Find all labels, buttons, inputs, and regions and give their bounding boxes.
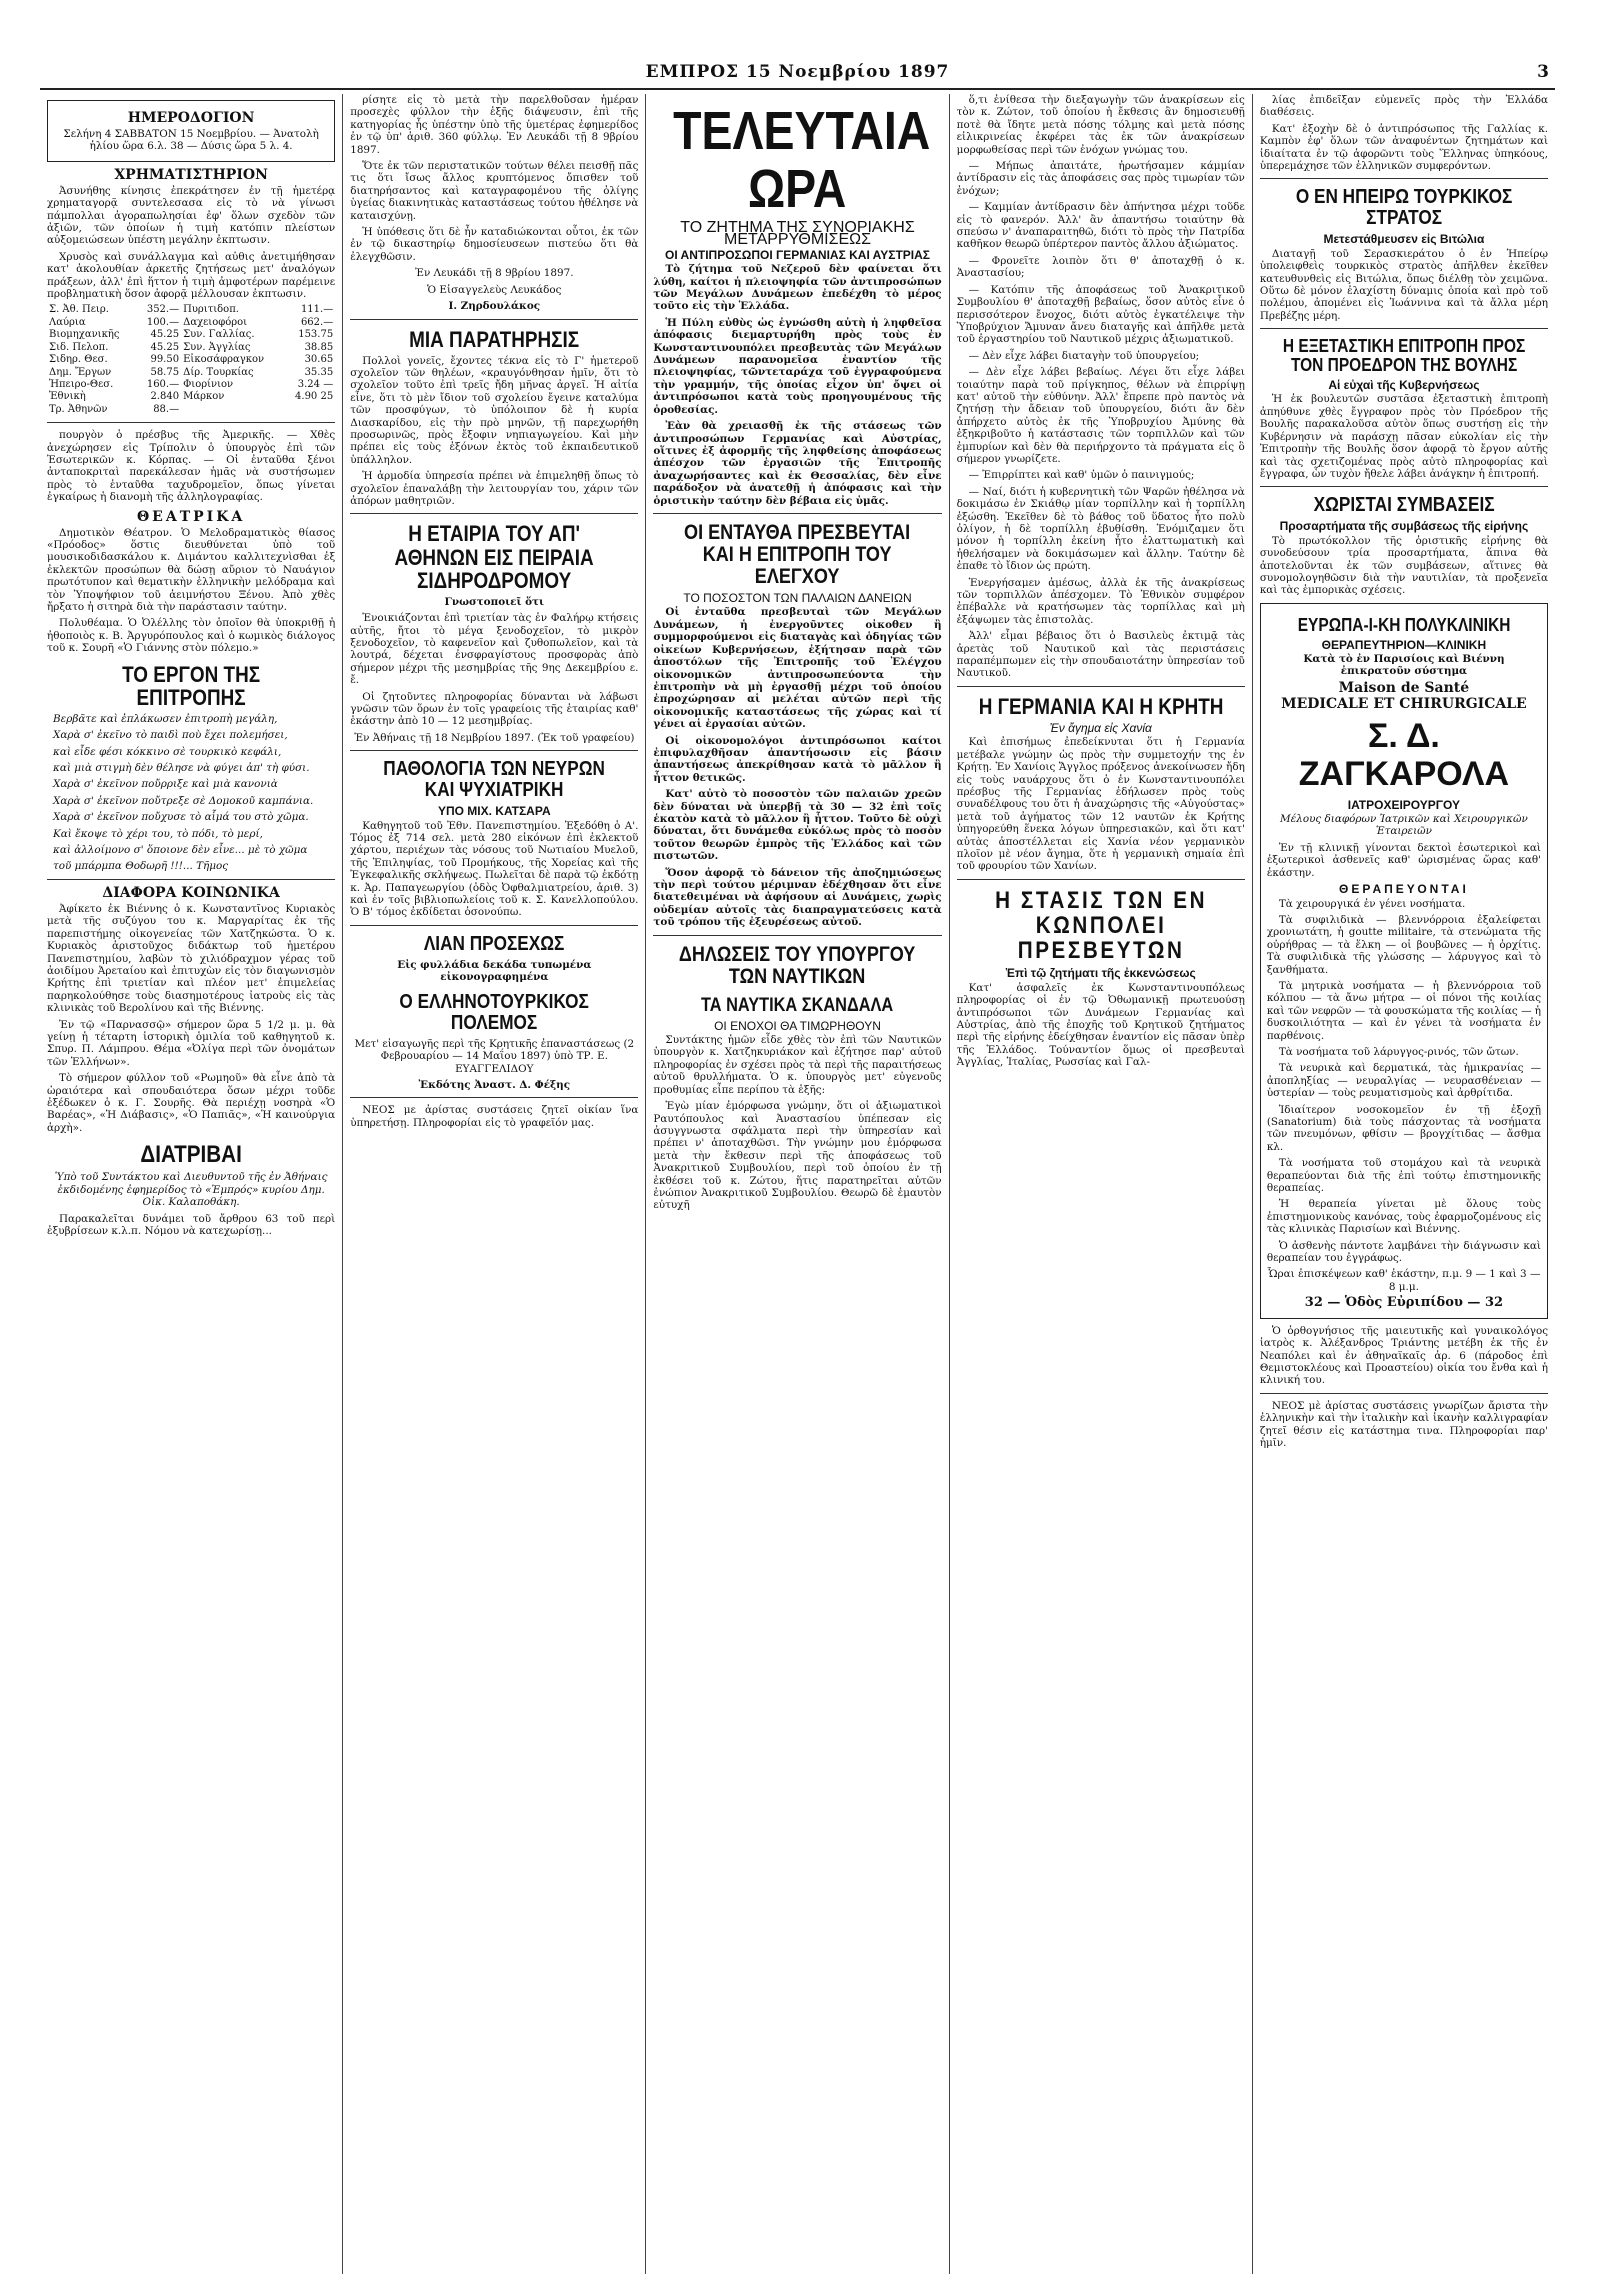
notice-2: ΝΕΟΣ μὲ ἀρίστας συστάσεις γνωρίζων ἄριστα τὴν ἑλληνικὴν καὶ τὴν ἰταλικὴν καὶ ἱκανὴν καλλιγραφίαν ζητεῖ θέσιν εἰς κατάστημα τινα. Πληροφορίαι παρ' ἡμῖν. bbox=[1259, 1399, 1549, 1449]
interview-p10: Ἐνεργήσαμεν ἀμέσως, ἀλλὰ ἐκ τῆς ἀνακρίσεως τῶν τορπιλλῶν ἀπέσχομεν. Τὸ Ἐθνικὸν συμφέρον ἐπέβαλλε νὰ κρατήσωμεν τὰς τορπίλλας καὶ μὴ ἐξάψωμεν τὰς ἐπιστολὰς. bbox=[956, 576, 1245, 626]
ad-list-item: Τὰ συφιλιδικὰ — βλεννόρροια ἐξαλείφεται χρονιωτάτη, ἡ goutte militaire, τὰ στενώματα τῆς οὐρήθρας — τὰ ἕλκη — οἱ βουβῶνες — ἡ ὀρχίτις. Τὰ συφιλιδικὰ τῆς γλώσσης — λάρυγγος καὶ τὸ ξανθήματα. bbox=[1266, 913, 1542, 976]
stock-name: Δημ. Ἔργων bbox=[49, 366, 112, 378]
notice-1: Ὁ ὀρθογνήσιος τῆς μαιευτικῆς καὶ γυναικολόγος ἰατρὸς κ. Ἀλέξανδρος Τριάντης μετέβη ἐκ τῆς ἐν Νεαπόλει καὶ ἐν ἀθηναϊκαῖς ἀρ. 6 (πάροδος ἐπὶ Θεμιστοκλέους καὶ Προαστείου) οἰκία του ἔνθα καὶ ἡ κλινική του. bbox=[1259, 1324, 1549, 1387]
article-p3: Ἐὰν θὰ χρειασθῇ ἐκ τῆς στάσεως τῶν ἀντιπροσώπων Γερμανίας καὶ Αὐστρίας, οἵτινες ἐξ ἀφορμῆς τῆς ληφθείσης ἀποφάσεως ἀπέσχον τῶν ἐργασιῶν τῆς Ἐπιτροπῆς ἀναχωρήσαντες καὶ ἐκ Θεσσαλίας, δὲν εἶνε παράδοξον νὰ ἀνατεθῇ ἡ ἀπόφασις καὶ τὴν ὁριστικὴν ταύτην δὲν βέβαια εἰς ὑμᾶς. bbox=[653, 420, 942, 507]
epirus-text: Διαταγῇ τοῦ Σερασκιεράτου ὁ ἐν Ἠπείρῳ ὑπολειφθεὶς τουρκικὸς στρατὸς ἀπῆλθεν ἐκεῖθεν κατευθυνθεὶς εἰς Βιτώλια, ὅπως διέλθῃ τὸν χειμῶνα. Οὕτω δὲ μόνον ἐλαχίστη δύναμις ὁποία καὶ πρὸ τοῦ πολέμου, ἀπομένει εἰς Ἰωάννινα καὶ τὰ ἄλλα μέρη Πρεβέζης μέρη. bbox=[1259, 247, 1549, 322]
ad-list-item: Τὰ νοσήματα τοῦ στομάχου καὶ τὰ νευρικὰ θεραπεύονται διὰ τῆς ἐπὶ τούτῳ ἐπιστημονικῆς θεραπείας. bbox=[1266, 1157, 1542, 1195]
divider bbox=[1260, 178, 1548, 179]
divider bbox=[1260, 1393, 1548, 1394]
column-3 bbox=[646, 94, 949, 2274]
declarations-sub-2: ΟΙ ΕΝΟΧΟΙ ΘΑ ΤΙΜΩΡΗΘΟΥΝ bbox=[714, 1018, 881, 1033]
stock-price bbox=[284, 404, 335, 416]
stock-name: Ἐθνικὴ bbox=[49, 391, 86, 403]
epirus-title: Ο ΕΝ ΗΠΕΙΡΩ ΤΟΥΡΚΙΚΟΣ ΣΤΡΑΤΟΣ bbox=[1295, 186, 1513, 230]
interview-p7: — Δὲν εἶχε λάβει βεβαίως. Λέγει ὅτι εἶχε λάβει τοιαύτην παρὰ τοῦ πρίγκηπος, θέλων νὰ ἐπιρρίψῃ κατ' αὐτοῦ τὴν εὐθύνην. Ἀλλ' ἔπρεπε πρὸ παντὸς νὰ ζητήσῃ τὴν ἄδειαν τοῦ ὑπουργείου, διότι ἂν δὲν ἀπήρχετο αὐτὸς ἐκ τῆς Ὑποβρυχίου Ἀμύνης θὰ ἐξηκριβοῦτο ἡ κατάστασις τῶν τορπιλλῶν καὶ τῶν ἐμπυρίων καὶ δὲν θὰ περιήρχοντο τὰ πράγματα εἰς ὃ σήμερον γνωρίζετε. bbox=[956, 366, 1245, 465]
stock-row bbox=[47, 317, 335, 329]
article-p2: Ἡ Πύλη εὐθὺς ὡς ἐγνώσθη αὐτὴ ἡ ληφθεῖσα ἀπόφασις διεμαρτυρήθη πρὸς τοὺς ἐν Κωνσταντινουπόλει πρεσβευτὰς τῶν Μεγάλων Δυνάμεων παρανομεῖσα ἐναντίον τῆς πλειοψηφίας, τῶντεταράχα τοῦ ἐγγραφούμενα τὴν γραμμήν, τῆς ὁποίας εἶχον ὑπ' ὄψει οἱ ἀντιπρόσωποι κατὰ τοὺς προηγουμένους τῆς ὁροθεσίας. bbox=[653, 316, 942, 416]
subtitle-2: ΟΙ ΕΝΤΑΥΘΑ ΠΡΕΣΒΕΥΤΑΙ ΚΑΙ Η ΕΠΙΤΡΟΠΗ ΤΟΥ ΕΛΕΓΧΟΥ bbox=[684, 520, 911, 589]
divider bbox=[957, 879, 1245, 880]
stock-name: Λαύρια bbox=[49, 316, 86, 328]
poem-line: Βερβᾶτε καὶ ἐπλάκωσεν ἐπιτροπὴ μεγάλη, bbox=[53, 712, 278, 725]
stock-name: Συν. Γαλλίας. bbox=[183, 329, 255, 341]
stock-name: Μάρκον bbox=[183, 391, 225, 403]
almanac-box bbox=[47, 100, 335, 162]
divider bbox=[350, 1097, 638, 1098]
interview-p11: Ἀλλ' εἶμαι βέβαιος ὅτι ὁ Βασιλεὺς ἐκτιμᾷ τὰς ἀρετὰς τοῦ Ναυτικοῦ καὶ τὰς περιστάσεις παραπέμπωμεν εἰς τὴν σπουδαιοτάτην ὑπηρεσίαν τοῦ Ναυτικοῦ. bbox=[956, 630, 1245, 680]
interview-p3: — Καμμίαν ἀντίδρασιν δὲν ἀπήντησα μέχρι τοῦδε εἰς τὸ φανερόν. Ἀλλ' ἂν ἀπαντήσω τοιαύτην θὰ σπεύσω ν' ἀναπαραιτηθῶ, διότι τὸ πρὸς τὴν Πατρίδα καθῆκον θεωρῶ ὑπέρτερον παντὸς ἄλλου ἀξιώματος. bbox=[956, 201, 1245, 251]
newspaper-title: ΕΜΠΡΟΣ 15 Νοεμβρίου 1897 bbox=[645, 62, 950, 82]
ad-line-3: MEDICALE ET CHIRURGICALE bbox=[1281, 696, 1527, 713]
peace-text: Τὸ πρωτόκολλον τῆς ὁριστικῆς εἰρήνης θὰ συνοδεύσουν τρία προσαρτήματα, ἅπινα θὰ ἀποτελοῦνται ἐκ τῶν συμβάσεων, αἵτινες θὰ συνομολογηθῶσιν διὰ τὴν ναυτιλίαν, τὰ προξενεῖα καὶ τὰς ἐμπορικὰς σχέσεις. bbox=[1259, 534, 1549, 597]
attention-sub: Εἰς φυλλάδια δεκάδα τυπωμένα εἰκονογραφημένα bbox=[397, 958, 592, 984]
rail-text: Ἐνοικιάζονται ἐπὶ τριετίαν τὰς ἐν Φαλήρῳ κτήσεις αὐτῆς, ἤτοι τὸ μέγα ξενοδοχεῖον, τὸ μικρὸν ξενοδοχεῖον, τὸ καφενεῖον καὶ ζυθοπωλεῖον, καὶ τὰ λουτρά, δέχεται ἐνσφραγίστους προσφορὰς ἀπὸ σήμερον μέχρι τῆς μεσημβρίας τῆς 9ης Δεκεμβρίου ε. ἔ. bbox=[350, 612, 639, 687]
ad-address: 32 — Ὁδὸς Εὐριπίδου — 32 bbox=[1304, 1295, 1504, 1311]
situation-title: Η ΣΤΑΣΙΣ ΤΩΝ ΕΝ ΚΩΝΠΟΛΕΙ ΠΡΕΣΒΕΥΤΩΝ bbox=[994, 886, 1207, 965]
ad-text: Ἐν τῇ κλινικῇ γίνονται δεκτοὶ ἐσωτερικοὶ καὶ ἐξωτερικοὶ ἀσθενεῖς καθ' ὡρισμένας ὥρας καθ' ἑκάστην. bbox=[1266, 841, 1542, 879]
theatre-text: Δημοτικὸν Θέατρον. Ὁ Μελοδραματικὸς θίασος «Πρόοδος» ὅστις διευθύνεται ὑπὸ τοῦ μουσικοδιδασκάλου κ. Διμάντου καλλιτεχνὶσθαι ἐξ ἐκλεκτῶν προσώπων θὰ δώσῃ αὔριον τὸ Ναυάγιον πρωτότυπον καὶ θεματικὴν ἑλληνικὴν μελόδραμα καὶ τὸν Ὑποψήφιον τοῦ ἀειμνήστου Ξένου. Ἀπὸ χθὲς ἤρξατο ἡ σιτηρὰ διὰ τὴν παράστασιν ταύτην. bbox=[47, 526, 336, 613]
col5-p2: Κατ' ἐξοχὴν δὲ ὁ ἀντιπρόσωπος τῆς Γαλλίας κ. Καμπὸν ἐφ' ὅλων τῶν ἀναφυέντων ζητημάτων καὶ ἰδιαίτατα ἐν τῷ ἀφορῶντι τοὺς Ἕλληνας ὑπηκόους, ὑπερεμάχησε τῶν ἑλληνικῶν συμφερόντων. bbox=[1259, 122, 1549, 173]
peace-sub: Προσαρτήματα τῆς συμβάσεως τῆς εἰρήνης bbox=[1279, 519, 1529, 534]
stock-row bbox=[47, 304, 335, 316]
poem-line: Χαρὰ σ' ἐκεῖνο τὸ παιδὶ ποὺ ἔχει πολεμήσει, bbox=[53, 729, 288, 742]
divider bbox=[350, 925, 638, 926]
stock-price: 662.— bbox=[300, 316, 334, 328]
ad-member: Μέλους διαφόρων Ἰατρικῶν καὶ Χειρουργικῶν Ἑταιρειῶν bbox=[1280, 813, 1528, 838]
poem bbox=[47, 713, 335, 873]
stock-price: 30.65 bbox=[304, 354, 334, 366]
subtitle-1: ΟΙ ΑΝΤΙΠΡΟΣΩΠΟΙ ΓΕΡΜΑΝΙΑΣ ΚΑΙ ΑΥΣΤΡΙΑΣ bbox=[665, 247, 931, 262]
divider bbox=[653, 935, 941, 936]
situation-text: Κατ' ἀσφαλεῖς ἐκ Κωνσταντινουπόλεως πληροφορίας οἱ ἐν τῷ Ὀθωμανικῇ πρωτευούσῃ ἀντιπρόσωποι τῶν Δυνάμεων Γερμανίας καὶ Αὐστρίας, ἀπὸ τῆς ἐποχῆς τοῦ Κρητικοῦ ζητήματος περὶ τῆς εἰρήνης ἐδείχθησαν ἐναντίον εἰς πᾶσαν ὑπὲρ τῆς Ἑλλάδος. Τούναντίον ὅμως οἱ πρεσβευταὶ Ἀγγλίας, Ἰταλίας, Ρωσσίας καὶ Γαλ- bbox=[956, 981, 1245, 1069]
exam-text: Ἡ ἐκ βουλευτῶν συστᾶσα ἐξεταστικὴ ἐπιτροπὴ ἀπηύθυνε χθὲς ἔγγραφον πρὸς τὸν Πρόεδρον τῆς Βουλῆς παρακαλοῦσα αὐτὸν ὅπως συστήσῃ εἰς τὴν Κυβέρνησιν νὰ παράσχῃ πᾶσαν εὐκολίαν εἰς τὴν Ἐπιτροπὴν τῆς Βουλῆς ὅσον ἀφορᾷ τὸ ἔργον αὐτῆς καὶ τὰς σχετιζομένας πρὸς αὐτὸ πληροφορίας καὶ ἔγγραφα, ὧν τυχὸν ἤθελε λάβει ἀνάγκην ἡ ἐπιτροπή. bbox=[1259, 393, 1549, 480]
germany-sub: Ἐν ἄγημα εἰς Χανία bbox=[1049, 720, 1152, 735]
stock-row bbox=[47, 367, 335, 379]
exam-title: Η ΕΞΕΤΑΣΤΙΚΗ ΕΠΙΤΡΟΠΗ ΠΡΟΣ ΤΟΝ ΠΡΟΕΔΡΟΝ ΤΗΣ ΒΟΥΛΗΣ bbox=[1282, 336, 1526, 376]
ad-list bbox=[1267, 898, 1541, 1265]
interview-p2: — Μήπως ἀπαιτάτε, ἠρωτήσαμεν κάμμίαν ἀντίδρασιν εἰς τὰς ἀποφάσεις σας πρὸς τιμωρίαν τῶν ἐνόχων; bbox=[956, 160, 1245, 197]
poem-title: ΤΟ ΕΡΓΟΝ ΤΗΣ ΕΠΙΤΡΟΠΗΣ bbox=[122, 661, 261, 710]
stock-row bbox=[47, 354, 335, 366]
lead-text-2: Ὅτε ἐκ τῶν περιστατικῶν τούτων θέλει πεισθῇ πᾶς τις ὅτι ἴσως ἄλλος κρυπτόμενος ὄπισθεν τοῦ διατηρήσαντος καὶ καταγραφομένου τῆς ὀλίγης ὑγείας διακινητικὰς καταστάσεως τούτου ἠθέλησε νὰ καταισχύνῃ. bbox=[350, 160, 639, 222]
exam-sub: Αἱ εὐχαὶ τῆς Κυβερνήσεως bbox=[1328, 378, 1480, 393]
stock-name bbox=[181, 404, 284, 416]
misc-title: ΔΙΑΦΟΡΑ ΚΟΙΝΩΝΙΚΑ bbox=[102, 884, 280, 901]
stock-name: Πυριτιδοπ. bbox=[183, 304, 239, 316]
ad-list-item: Τὰ χειρουργικά ἐν γένει νοσήματα. bbox=[1278, 897, 1466, 910]
poem-line: Χαρὰ σ' ἐκεῖνον ποὔρριξε καὶ μιὰ κανονιὰ bbox=[53, 778, 278, 791]
col5-p1: λίας ἐπιδεῖξαν εὐμενεῖς πρὸς τὴν Ἑλλάδα διαθέσεις. bbox=[1259, 94, 1549, 119]
stock-name: Συν. Ἀγγλίας bbox=[183, 341, 251, 353]
misc-text: Ἀφίκετο ἐκ Βιέννης ὁ κ. Κωνσταντῖνος Κυριακὸς μετὰ τῆς συζύγου του κ. Μαργαρίτας ἐκ τῆς παρεπιστήμης οἰκογενείας τῶν Χατζηκώστα. Ὁ κ. Κυριακὸς ἀριστοῦχος διδάκτωρ τοῦ ἡμετέρου Πανεπιστημίου, λαβὼν τὸ χιλιόδραχμον γέρας τοῦ ἀοιδίμου Ἀρεταίου καὶ ἐπιτυχὼν εἰς τὸν διαγωνισμὸν Κρήτης ἐπὶ τριετίαν καὶ πλέον μετ' ἐπιμελείας παρηκολούθησε τοὺς διασημοτέρους ἰατροὺς εἰς τὰς κλινικὰς τοῦ Βερολίνου καὶ τῆς Βιέννης. bbox=[47, 902, 336, 1015]
stock-price: 99.50 bbox=[150, 354, 180, 366]
ad-name: Σ. Δ. ΖΑΓΚΑΡΟΛΑ bbox=[1298, 716, 1510, 793]
stock-price: 88.— bbox=[153, 403, 180, 415]
stock-row bbox=[47, 329, 335, 341]
column-5 bbox=[1253, 94, 1555, 2274]
stock-name: Ἠπειρο-Θεσ. bbox=[49, 378, 114, 390]
finance-title: ΧΡΗΜΑΤΙΣΤΗΡΙΟΝ bbox=[114, 166, 268, 183]
rail-date: Ἐν Ἀθήναις τῇ 18 Νεμβρίου 1897. (Ἐκ τοῦ γραφείου) bbox=[354, 731, 635, 744]
page-columns bbox=[40, 94, 1555, 2274]
germany-text: Καὶ ἐπισήμως ἐπεδείκνυται ὅτι ἡ Γερμανία μετέβαλε γνώμην ὡς πρὸς τὴν συμμετοχήν της ἐν Κρήτῃ. Ἐν Χανίοις Ἄγγλος πρόξενος ἀνεκοίνωσεν ἤδη εἰς τοὺς ναυάρχους ὅτι ὁ ἐν Κωνσταντινουπόλει πρέσβυς τῆς Γερμανίας ἐδήλωσεν πρὸς τοὺς συναδέλφους του ὅτι ἡ ἀναχώρησις τῆς «Αὐγούστας» μετὰ τοῦ ἀγήματος τῶν 12 ναυτῶν ἐκ Κρήτης ὑπηγορεύθη ἕνεκα λόγων ὑπηρεσιακῶν, καὶ ὅτι κατ' αὐτὰς ἀποστέλλεται εἰς Χανία νέον γερμανικὸν πλοῖον μὲ νέον ἄγημα, ὅτε ἡ γερμανικὴ σημαία ἐπὶ τοῦ φρουρίου τῶν Χανίων. bbox=[956, 736, 1245, 873]
poem-line: Χαρὰ σ' ἐκεῖνον ποὔτρεξε σὲ Δομοκοῦ καμπάνια. bbox=[53, 794, 314, 807]
peace-title: ΧΩΡΙΣΤΑΙ ΣΥΜΒΑΣΕΙΣ bbox=[1313, 494, 1495, 517]
divider bbox=[653, 513, 941, 514]
stock-name: Σιδ. Πελοπ. bbox=[49, 341, 109, 353]
stock-table bbox=[47, 304, 335, 416]
rail-text-2: Οἱ ζητοῦντες πληροφορίας δύνανται νὰ λάβωσι γνῶσιν τῶν ὅρων ἐν τοῖς γραφείοις τῆς ἑταιρίας καθ' ἑκάστην ἀπὸ 10 — 12 μεσημβρίας. bbox=[350, 690, 639, 728]
interview-p9: — Ναί, διότι ἡ κυβερνητικὴ τῶν Ψαρῶν ἠθέλησα νὰ δοκιμάσω ἐν Σκιάθῳ μίαν τορπίλλην καὶ ἡ τορπίλλη ἐξώσθη. Ἐκεῖθεν δὲ τὸ βάθος τοῦ ὕδατος ἧτο πολὺ ὀλίγον, ἡ δὲ τορπίλλη ἐβυθίσθη. Ἐνόμιζαμεν ὅτι μόνον ἡ τορπίλλη ἐκείνη ἦτο ἐλαττωματικὴ καὶ ἠθελήσαμεν νὰ δοκιμάσωμεν καὶ ἄλλην. Ταύτην δὲ ἐπαθε τὸ ἴδιον ὡς πρώτη. bbox=[956, 485, 1245, 573]
diatribe-text: Ὑπὸ τοῦ Συντάκτου καὶ Διευθυντοῦ τῆς ἐν Ἀθήναις ἐκδιδομένης ἐφημερίδος τὸ «Ἐμπρός» κυρίου Δημ. Οἰκ. Καλαποθάκη. bbox=[54, 1171, 328, 1209]
stock-name: Δαχειοφόροι bbox=[183, 316, 248, 328]
finance-text-2: Χρυσὸς καὶ συνάλλαγμα καὶ αὐθις ἀνετιμήθησαν κατ' ἀκολουθίαν ἀρκετῆς ζητήσεως μετ' ἀναλόγων πράξεων, ἀλλ' ἐπὶ ἥττον ἡ τιμὴ ἀμφοτέρων παρέμεινε προβληματικὴ ὅσον ἀφορᾷ μέλλουσαν ἐκπτωσιν. bbox=[47, 250, 336, 301]
ad-line-2: Maison de Santé bbox=[1338, 679, 1470, 696]
rail-title: Η ΕΤΑΙΡΙΑ ΤΟΥ ΑΠ' ΑΘΗΝΩΝ ΕΙΣ ΠΕΙΡΑΙΑ ΣΙΔΗΡΟΔΡΟΜΟΥ bbox=[394, 521, 594, 593]
war-publisher: Ἐκδότης Ἀναστ. Δ. Φέξης bbox=[418, 1078, 571, 1091]
stock-name: Βιομηχανικῆς bbox=[49, 329, 120, 341]
stock-price: 352.— bbox=[146, 304, 180, 316]
stock-row bbox=[47, 391, 335, 403]
declarations-sub: ΤΑ ΝΑΥΤΙΚΑ ΣΚΑΝΔΑΛΑ bbox=[701, 994, 894, 1016]
signoff-date: Ἐν Λευκάδι τῇ 8 9βρίου 1897. bbox=[415, 267, 574, 280]
article-p7: Ὅσον ἀφορᾷ τὸ δάνειον τῆς ἀποζημιώσεως τὴν περὶ τούτου μέριμναν ἐδέχθησαν ὅτι εἶνε διατεθειμέναι νὰ ἀφήσουν αἱ Δυνάμεις, χωρὶς οὐδεμίαν αὐτοῖς τὰς διαπραγματεύσεις κατὰ τοῦ τρόπου τῆς ἐξευρέσεως αὐτοῦ. bbox=[653, 866, 942, 929]
masthead bbox=[40, 62, 1555, 90]
stock-name: Σιδηρ. Θεσ. bbox=[49, 354, 108, 366]
misc-text-2: Ἐν τῷ «Παρνασσῷ» σήμερον ὥρα 5 1/2 μ. μ. θὰ γείνῃ ἡ τέταρτη ἱστορικὴ ὁμιλία τοῦ καθηγητοῦ κ. Σπυρ. Π. Λάμπρου. Θέμα «Ὀλίγα περὶ τῶν ὀνομάτων τῶν Ἑλλήνων». bbox=[47, 1018, 336, 1068]
ad-role: ΙΑΤΡΟΧΕΙΡΟΥΡΓΟΥ bbox=[1347, 797, 1461, 812]
divider bbox=[350, 319, 638, 320]
stock-price: 35.35 bbox=[304, 366, 334, 378]
lead-text-3: Ἡ ὑπόθεσις ὅτι δὲ ἦν καταδιώκονται οὗτοι, ἐκ τῶν ἐν τῷ δικαστηρίῳ δημοσίευσεων πιστεύω ὅτι θὰ ἐλεγχθῶσιν. bbox=[350, 226, 639, 263]
stock-name: Τρ. Ἀθηνῶν bbox=[49, 403, 108, 415]
ad-list-item: Τὰ νοσήματα τοῦ λάρυγγος-ρινός, τῶν ὤτων. bbox=[1278, 1045, 1519, 1058]
war-text: Μετ' εἰσαγωγῆς περὶ τῆς Κρητικῆς ἐπαναστάσεως (2 Φεβρουαρίου — 14 Μαΐου 1897) ὑπὸ ΤΡ. Ε. ΕΥΑΓΓΕΛΙΔΟΥ bbox=[354, 1037, 635, 1075]
lead-text: ρίσητε εἰς τὸ μετὰ τὴν παρελθοῦσαν ἡμέραν προσεχὲς φύλλον τὴν ἑξῆς διάψευσιν, ἐπὶ τῆς κατηγορίας ἧς ὑπέστην ὑπὸ τῆς ὑμετέρας ἐφημερίδος ἐν τῷ ὑπ' ἀριθ. 360 φύλλῳ. Ἐν Λευκάδι τῇ 8 9βρίου 1897. bbox=[350, 94, 639, 156]
stock-row bbox=[47, 379, 335, 391]
almanac-text: Σελήνη 4 ΣΑΒΒΑΤΟΝ 15 Νοεμβρίου. — Ἀνατολὴ ἡλίου ὥρα 6.λ. 38 — Δύσις ὥρα 5 λ. 4. bbox=[63, 128, 319, 153]
article-p4: Οἱ ἐνταῦθα πρεσβευταὶ τῶν Μεγάλων Δυνάμεων, ἡ ἐνεργοῦντες οἰκοθεν ἢ συμμορφούμενοι εἰς διαταγὰς καὶ ὁδηγίας τῶν οἰκείων Κυβερνήσεων, ἐξήτησαν παρὰ τῶν ἀποστόλων τῆς Ἐπιτροπῆς τοῦ Ἐλέγχου οἰκονομικῶν ἀντιπροσωπεύοντα τὴν ἐπιτροπὴν νὰ μὴ ἐργασθῇ μέχρι τοῦ ὁποίου ἐπροχώρησαν αἱ μελέται αὐτῶν περὶ τῆς οἰκονομικῆς καταστάσεως τῆς χώρας καὶ τί γένει αἱ ἐργασίαι αὐτῶν. bbox=[653, 606, 942, 731]
section-title: ΤΟ ΖΗΤΗΜΑ ΤΗΣ ΣΥΝΟΡΙΑΚΗΣ ΜΕΤΑΡΡΥΘΜΙΣΕΩΣ bbox=[680, 219, 915, 249]
column-4 bbox=[950, 94, 1253, 2274]
ad-list-item: Τὰ μητρικὰ νοσήματα — ἡ βλεννόρροια τοῦ κόλπου — τὰ ἄνω μήτρα — οἱ πόνοι τῆς κοιλίας καὶ τῶν νεφρῶν — τὰ φουσκώματα τῆς κοιλίας — ἡ δυσκοιλιότητα — καὶ ἐν γένει τὰ νοσήματα ἐν παρθένοις. bbox=[1266, 979, 1542, 1042]
ad-list-item: Ἡ θεραπεία γίνεται μὲ ὅλους τοὺς ἐπιστημονικοὺς κανόνας, τοὺς ἐφαρμοζομένους εἰς τὰς κλινικὰς Παρισίων καὶ Βιέννης. bbox=[1266, 1198, 1542, 1236]
ad-list-item: Ὁ ἀσθενὴς πάντοτε λαμβάνει τὴν διάγνωσιν καὶ θεραπείαν του ἐγγράφως. bbox=[1266, 1239, 1542, 1265]
stock-row bbox=[47, 404, 335, 416]
signoff-role: Ὁ Εἰσαγγελεὺς Λευκάδος bbox=[427, 283, 562, 296]
note-title: ΜΙΑ ΠΑΡΑΤΗΡΗΣΙΣ bbox=[409, 326, 580, 352]
ad-list-item: Ἰδιαίτερον νοσοκομεῖον ἐν τῇ ἐξοχῇ (Sanatorium) διὰ τοὺς πάσχοντας τὰ νοσήματα τῶν πνευμόνων, φθίσιν — βρογχίτιδας — ἄσθμα κλ. bbox=[1266, 1103, 1542, 1153]
stock-price: 2.840 bbox=[150, 391, 180, 403]
interview-p6: — Δὲν εἶχε λάβει διαταγὴν τοῦ ὑπουργείου; bbox=[968, 349, 1200, 362]
note-text-2: Ἡ ἀρμοδία ὑπηρεσία πρέπει νὰ ἐπιμεληθῇ ὅπως τὸ σχολεῖον ἐπαναλάβῃ τὴν λειτουργίαν του, χάριν τῶν ἀπόρων μαθητριῶν. bbox=[350, 470, 639, 508]
ad-sub: ΘΕΡΑΠΕΥΤΗΡΙΟΝ—ΚΛΙΝΙΚΗ bbox=[1321, 637, 1487, 652]
divider bbox=[957, 686, 1245, 687]
ad-therapy: ΘΕΡΑΠΕΥΟΝΤΑΙ bbox=[1339, 882, 1469, 897]
interview-p4: — Φρονεῖτε λοιπὸν ὅτι θ' ἀποταχθῇ ὁ κ. Ἀναστασίου; bbox=[956, 254, 1245, 280]
poem-line: τοῦ μπάρμπα Θοδωρῆ !!!... Τῆμος bbox=[53, 860, 229, 873]
ad-line-1: Κατὰ τὸ ἐν Παρισίοις καὶ Βιέννη ἐπικρατοῦν σύστημα bbox=[1303, 653, 1505, 678]
almanac-title: ΗΜΕΡΟΔΟΓΙΟΝ bbox=[127, 110, 255, 126]
theatre-title: ΘΕΑΤΡΙΚΑ bbox=[136, 508, 246, 525]
misc-text-3: Τὸ σήμερον φύλλον τοῦ «Ρωμηοῦ» θὰ εἶνε ἀπὸ τὰ ὠραιότερα καὶ σπουδαιότερα ὅσων μέχρι τοῦδε ἐξέδωκεν ὁ κ. Γ. Σουρῆς. Θὰ περιέχῃ νοσηρὰ «Ὁ Βαρέας», «Ἡ Διάβασις», «Ὁ Παπιᾶς», «Ἡ καινούργια ἀρχὴ». bbox=[47, 1072, 336, 1134]
note-text: Πολλοὶ γονεῖς, ἔχοντες τέκνα εἰς τὸ Γ' ἡμετεροῦ σχολεῖον τῶν θηλέων, «κραυγόνθησαν ἡμῖν, ὅτι τὸ σχολεῖον τοῦτο ἐπὶ τρεῖς ἤδη μῆνας ἀργεῖ. Ἡ αἰτία εἶνε, ὅτι τὸ μὲν ἴδιον τοῦ σχολείου ἔγεινε καταλύμα τῶν προσφύγων, τὸ ὑπόλοιπον δὲ ἡ κυρία Διασκαρίδου, εἰς τὴν πρὸ μηνῶν, τῇ παρεχωρήθη προσωρινῶς, πρὸς ἔξοφιν νηπιαγωγείου. Καὶ μὴν πρέπει εἰς τοὺς ἐξόνων ἐκτὸς τοῦ ἐκπαιδευτικοῦ ὑπάλληλον. bbox=[350, 354, 639, 466]
attention-title: ΛΙΑΝ ΠΡΟΣΕΧΩΣ bbox=[424, 932, 565, 955]
theatre-text-2: Πολυθέαμα. Ὁ Ὀλέλλης τὸν ὁποῖον θὰ ὑποκριθῇ ἡ ἠθοποιὸς κ. Β. Ἀργυρόπουλος καὶ ὁ κωμικὸς διάλογος τοῦ κ. Σουρῆ «Ὁ Γιάννης στὸν πόλεμο.» bbox=[47, 617, 336, 655]
interview-p1: ὅ,τι ἐνίθεσα τὴν διεξαγωγὴν τῶν ἀνακρίσεων εἰς τὸν κ. Ζώτον, τοῦ ὁποίου ἡ ἔκθεσις ἂν δημοσιευθῇ ποτὲ θὰ ἴδητε μετὰ πόσης τόλμης καὶ μετὰ πόσης εἰλικρινείας ἐκφέρει τὰς ἐκ τῶν ἀνακρίσεων μορφωθείσας περὶ τῶν ἐνόχων γνώμας του. bbox=[956, 94, 1245, 156]
rail-sub: Γνωστοποιεῖ ὅτι bbox=[444, 595, 545, 608]
poem-line: Καὶ ἔκοψε τὸ χέρι του, τὸ πόδι, τὸ μερί, bbox=[53, 827, 263, 840]
poem-line: καὶ μιὰ στιγμὴ δὲν θέλησε νὰ φύγει ἀπ' τὴ φύσι. bbox=[53, 762, 310, 775]
ad-list-item: Τὰ νευρικὰ καὶ δερματικά, τὰς ἡμικρανίας — ἀποπληξίας — νευραλγίας — νευρασθένειαν — ὑστερίαν — τοὺς ρευματισμοὺς καὶ ἀρθρίτιδα. bbox=[1266, 1062, 1542, 1100]
poem-line: Χαρὰ σ' ἐκεῖνον ποὔχυσε τὸ αἷμά του στὸ χῶμα. bbox=[53, 811, 309, 824]
book-text: Καθηγητοῦ τοῦ Ἐθν. Πανεπιστημίου. Ἐξεδόθη ὁ Α'. Τόμος ἐξ 714 σελ. μετὰ 280 εἰκόνων ἐπὶ ἐκλεκτοῦ χάρτου, περιέχων τὰς νόσους τοῦ Νωτιαίου Μυελοῦ, τῆς Ἐπιληψίας, τοῦ Προμήκους, τῆς Χορείας καὶ τῆς Ἐγκεφαλικῆς σκλήψεως. Πωλεῖται δὲ παρὰ τῷ ἐκδότῃ κ. Ἀρ. Παπαγεωργίου (ὁδὸς Ὀφθαλμιατρείου, ἀριθ. 3) καὶ ἐν τοῖς βιβλιοπωλείοις τοῦ κ. Σ. Κανελλοπούλου. Ὁ Β' τόμος ἐκδίδεται ὁσονούπω. bbox=[350, 819, 639, 919]
article-p6: Κατ' αὐτὸ τὸ ποσοστὸν τῶν παλαιῶν χρεῶν δὲν δύναται νὰ ὑπερβῇ τὰ 30 — 32 ἐπὶ τοῖς ἑκατὸν κατὰ τὸ μᾶλλον ἢ ἧττον. Τοῦτο δὲ οὐχὶ δύναται, ὅτι δυνάμεθα εὐκόλως πρὸς τὸ ποσὸν τοῦτον θεωρῶν ἐμπρὸς τῆς Ἑλλάδος καὶ τῶν πιστωτῶν. bbox=[653, 788, 942, 863]
stock-price: 111.— bbox=[300, 304, 334, 316]
war-title: Ο ΕΛΛΗΝΟΤΟΥΡΚΙΚΟΣ ΠΟΛΕΜΟΣ bbox=[399, 990, 589, 1034]
stock-price: 45.25 bbox=[150, 329, 180, 341]
divider bbox=[47, 879, 335, 880]
subtitle-3: ΤΟ ΠΟΣΟΣΤΟΝ ΤΩΝ ΠΑΛΑΙΩΝ ΔΑΝΕΙΩΝ bbox=[683, 591, 912, 606]
ad-title: ΕΥΡΩΠΑ-Ι-ΚΗ ΠΟΛΥΚΛΙΝΙΚΗ bbox=[1297, 614, 1511, 635]
stock-price: 100.— bbox=[146, 316, 180, 328]
clinic-advertisement bbox=[1260, 603, 1548, 1319]
book-title: ΠΑΘΟΛΟΓΙΑ ΤΩΝ ΝΕΥΡΩΝ ΚΑΙ ΨΥΧΙΑΤΡΙΚΗ bbox=[383, 758, 606, 802]
finance-text: Ἀσυνήθης κίνησις ἐπεκράτησεν ἐν τῇ ἡμετέρᾳ χρηματαγορᾷ συντελεσασα εἰς τὸ νὰ γίνωσι πάμπολλαι ἀγοραπωλησίαι ἐφ' ὅλων σχεδὸν τῶν ἀξιῶν, τῶν ὁποίων ἡ τιμὴ κατόπιν πλείστων αὐξομειώσεων ὑπέστη μεγάλην ἐκπτωσιν. bbox=[47, 184, 336, 247]
divider bbox=[1260, 328, 1548, 329]
stock-name: Φιορίνιον bbox=[183, 378, 234, 390]
divider bbox=[1260, 486, 1548, 487]
poem-line: καὶ ἀλλοίμονο σ' ὅποιονε δὲν εἶνε... μὲ τὸ χῶμα bbox=[53, 844, 308, 857]
book-author: ΥΠΟ ΜΙΧ. ΚΑΤΣΑΡΑ bbox=[437, 804, 551, 819]
poem-line: καὶ εἶδε φέσι κόκκινο σὲ τουρκικὸ κεφάλι, bbox=[53, 745, 282, 758]
declarations-title: ΔΗΛΩΣΕΙΣ ΤΟΥ ΥΠΟΥΡΓΟΥ ΤΩΝ ΝΑΥΤΙΚΩΝ bbox=[679, 942, 916, 988]
divider bbox=[350, 513, 638, 514]
lead-title: ΤΕΛΕΥΤΑΙΑ ΩΡΑ bbox=[673, 101, 931, 219]
signoff-name: Ι. Ζηρδουλάκος bbox=[448, 300, 541, 313]
stock-price: 3.24 — bbox=[297, 378, 334, 390]
stock-price: 38.85 bbox=[304, 341, 334, 353]
epirus-sub: Μετεστάθμευσεν εἰς Βιτώλια bbox=[1323, 232, 1485, 247]
diatribe-text-2: Παρακαλεῖται δυνάμει τοῦ ἄρθρου 63 τοῦ περὶ ἐξυβρίσεων κ.λ.π. Νόμου νὰ κατεχωρίσῃ... bbox=[47, 1212, 336, 1237]
interview-p8: — Ἐπιρρίπτει καὶ καθ' ὑμῶν ὁ παινιγμούς; bbox=[968, 469, 1195, 482]
article-p5: Οἱ οἰκονομολόγοι ἀντιπρόσωποι καίτοι ἐπιφυλαχθῆσαν ἀπαντήσωσιν εἰς βάσιν ἀπαντήσεως ἀπεκρίθησαν κατὰ τὸ μᾶλλον ἢ ἧττον θετικῶς. bbox=[653, 734, 942, 784]
article-p8: Συντάκτης ἡμῶν εἶδε χθὲς τὸν ἐπὶ τῶν Ναυτικῶν ὑπουργὸν κ. Χατζηκυριάκον καὶ ἐζήτησε παρ' αὐτοῦ πληροφορίας ἐν σχέσει πρὸς τὰ περὶ τῆς παραιτήσεως αὐτοῦ θρυλλήματα. Ὁ κ. ὑπουργὸς μετ' εὐγενοῦς προθυμίας εἶπε περίπου τὰ ἑξῆς: bbox=[653, 1034, 942, 1096]
stock-row bbox=[47, 342, 335, 354]
stock-name: Δίρ. Τουρκίας bbox=[183, 366, 254, 378]
situation-sub: Ἐπὶ τῷ ζητήματι τῆς ἐκκενώσεως bbox=[1005, 966, 1196, 981]
stock-price: 160.— bbox=[146, 378, 180, 390]
article-p1: Τὸ ζήτημα τοῦ Νεζεροῦ δὲν φαίνεται ὅτι λύθη, καίτοι ἡ πλειοψηφία τῶν ἀντιπροσώπων τῶν Μεγάλων Δυνάμεων ἐπεδέχθη τὸ μέρος τοῦτο εἰς τὴν Ἑλλάδα. bbox=[653, 263, 942, 313]
stock-price: 58.75 bbox=[150, 366, 180, 378]
stock-price: 45.25 bbox=[150, 341, 180, 353]
article-p9: Ἐγὼ μίαν ἐμόρφωσα γνώμην, ὅτι οἱ ἀξιωματικοὶ Ραυτόπουλος καὶ Ἀναστασίου ὑπέπεσαν εἰς ἀσυγγνωστα σφάλματα περὶ τὴν ὑπηρεσίαν καὶ πρέπει ν' ἀποταχθῶσι. Τὴν γνώμην μου ἐμόρφωσα μετὰ τὴν ἔκθεσιν περὶ τῆς ἀποφάσεως τοῦ Ἀνακριτικοῦ Συμβουλίου, περὶ τοῦ ὁποίου ἐν τῇ ἐκθέσει τοῦ κ. Ζώτου, ἥτις παρατηρεῖται αὐτῶν ἐνώπιον Ἀνακριτικοῦ Συμβουλίου. Θεωρῶ δὲ ἐμαυτὸν εὐτυχῆ bbox=[653, 1100, 942, 1212]
ad-hours: Ὧραι ἐπισκέψεων καθ' ἑκάστην, π.μ. 9 — 1 καὶ 3 — 8 μ.μ. bbox=[1267, 1268, 1541, 1293]
divider bbox=[47, 422, 335, 423]
page-number: 3 bbox=[1537, 62, 1549, 82]
interview-p5: — Κατόπιν τῆς ἀποφάσεως τοῦ Ἀνακριτικοῦ Συμβουλίου θ' ἀποταχθῇ βεβαίως, ὅσον αὐτὸς εἶνε ὁ περισσότερον ἔνοχος, διότι αὐτὸς ἐγκατέλειψε τὴν Ὑποβρύχιον Ἄμυναν ἄνευ διαταγῆς καὶ ἀπῆλθε μετὰ τοῦ ἐργαστηρίου τοῦ Ναυτικοῦ μέχρις ἀξιωματικοῦ. bbox=[956, 283, 1245, 346]
column-1 bbox=[40, 94, 343, 2274]
diatribe-title: ΔΙΑΤΡΙΒΑΙ bbox=[140, 1141, 242, 1169]
stock-price: 4.90 25 bbox=[295, 391, 334, 403]
column-2 bbox=[343, 94, 646, 2274]
news-text: πουργὸν ὁ πρέσβυς τῆς Ἀμερικῆς. — Χθὲς ἀνεχώρησεν εἰς Τρίπολιν ὁ ὑπουργὸς ἐπὶ τῶν Ἐσωτερικῶν κ. Κόρπας. — Οἱ ἐνταῦθα ξένοι ἀνταποκριταὶ παρεκάλεσαν ἡμᾶς νὰ συστήσωμεν πρὸς τὸ ἐνταῦθα ταχυδρομεῖον, ὅπως γίνεται ἐγκαίρως ἡ διανομὴ τῆς ἀλληλογραφίας. bbox=[47, 429, 336, 504]
new-note: ΝΕΟΣ με ἀρίστας συστάσεις ζητεῖ οἰκίαν ἵνα ὑπηρετήσῃ. Πληροφορίαι εἰς τὸ γραφεῖόν μας. bbox=[350, 1104, 639, 1129]
divider bbox=[350, 750, 638, 751]
stock-name: Εἰκοσάφραγκον bbox=[183, 354, 265, 366]
stock-name: Σ. Ἀθ. Πειρ. bbox=[49, 304, 109, 316]
germany-title: Η ΓΕΡΜΑΝΙΑ ΚΑΙ Η ΚΡΗΤΗ bbox=[978, 693, 1224, 719]
stock-price: 153.75 bbox=[298, 329, 334, 341]
